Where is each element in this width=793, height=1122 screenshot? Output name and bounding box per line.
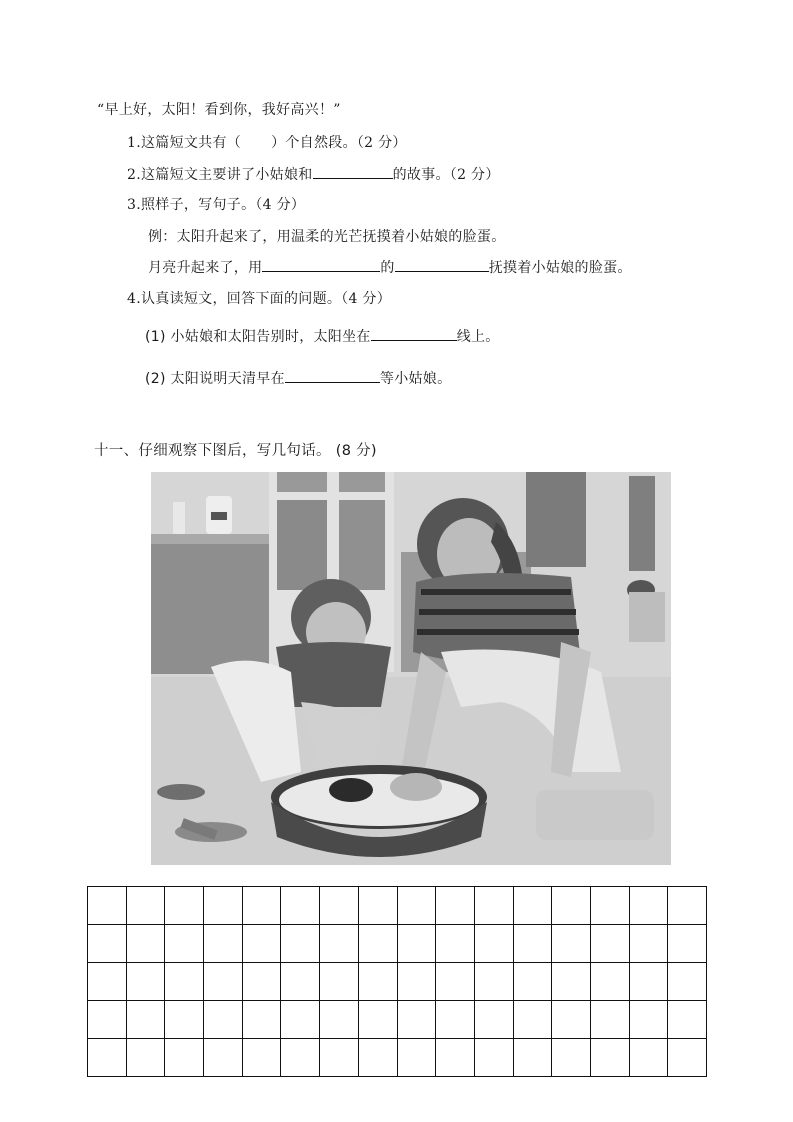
grid-cell[interactable] [474,1001,513,1039]
question-4-number: 4. [127,291,141,307]
grid-cell[interactable] [242,1039,281,1077]
grid-cell[interactable] [165,925,204,963]
grid-cell[interactable] [88,963,127,1001]
grid-cell[interactable] [474,963,513,1001]
grid-cell[interactable] [474,925,513,963]
grid-cell[interactable] [320,925,359,963]
grid-row [88,1001,707,1039]
grid-cell[interactable] [358,963,397,1001]
grid-cell[interactable] [513,963,552,1001]
grid-cell[interactable] [126,1001,165,1039]
grid-row [88,963,707,1001]
grid-cell[interactable] [165,1039,204,1077]
grid-cell[interactable] [204,1039,243,1077]
question-1 [127,133,407,153]
grid-cell[interactable] [242,963,281,1001]
grid-cell[interactable] [436,963,475,1001]
grid-cell[interactable] [358,925,397,963]
grid-cell[interactable] [165,963,204,1001]
grid-cell[interactable] [552,1039,591,1077]
grid-cell[interactable] [397,1001,436,1039]
grid-cell[interactable] [397,887,436,925]
section-11-score: (8 分) [335,443,377,459]
question-1-suffix: ）个自然段。（2 分） [271,135,407,151]
grid-cell[interactable] [281,1039,320,1077]
question-4-sub-2-suffix: 等小姑娘。 [379,371,452,387]
grid-cell[interactable] [126,887,165,925]
grid-row [88,887,707,925]
grid-cell[interactable] [281,963,320,1001]
grid-cell[interactable] [629,1001,668,1039]
question-4-sub-1-label: (1) [145,329,166,345]
question-2 [127,164,500,185]
grid-row [88,1039,707,1077]
grid-cell[interactable] [358,1001,397,1039]
grid-cell[interactable] [281,925,320,963]
grid-cell[interactable] [358,1039,397,1077]
question-4-sub-2-blank[interactable] [285,368,380,383]
grid-cell[interactable] [320,1001,359,1039]
grid-cell[interactable] [513,1001,552,1039]
question-4-sub-1-blank[interactable] [371,326,457,341]
grid-cell[interactable] [513,887,552,925]
grid-cell[interactable] [552,925,591,963]
grid-cell[interactable] [320,887,359,925]
grid-cell[interactable] [668,963,707,1001]
grid-cell[interactable] [436,887,475,925]
question-4-text: 认真读短文，回答下面的问题。（4 分） [140,291,392,307]
grid-cell[interactable] [204,963,243,1001]
question-2-suffix: 的故事。（2 分） [392,167,500,183]
question-3-blank-2[interactable] [395,257,489,272]
grid-cell[interactable] [552,1001,591,1039]
grid-cell[interactable] [242,925,281,963]
question-4-sub-2-label: (2) [145,371,166,387]
grid-cell[interactable] [513,1039,552,1077]
question-4-sub-2-prefix: 太阳说明天清早在 [170,371,285,387]
washing-clothes-photo [151,472,671,865]
grid-cell[interactable] [204,925,243,963]
question-1-number: 1. [127,135,141,151]
grid-cell[interactable] [204,1001,243,1039]
grid-cell[interactable] [629,1039,668,1077]
question-1-prefix: 这篇短文共有（ [140,135,242,151]
grid-cell[interactable] [513,925,552,963]
section-11-title: 十一、仔细观察下图后，写几句话。 [94,443,331,459]
grid-cell[interactable] [281,1001,320,1039]
grid-cell[interactable] [88,1001,127,1039]
question-3-fill-prefix: 月亮升起来了，用 [148,260,263,276]
question-4-sub-1-prefix: 小姑娘和太阳告别时，太阳坐在 [170,329,371,345]
grid-cell[interactable] [629,887,668,925]
grid-cell[interactable] [668,887,707,925]
grid-cell[interactable] [320,1039,359,1077]
grid-row [88,925,707,963]
grid-cell[interactable] [590,925,629,963]
grid-cell[interactable] [552,963,591,1001]
grid-cell[interactable] [320,963,359,1001]
grid-cell[interactable] [204,887,243,925]
grid-cell[interactable] [397,925,436,963]
grid-cell[interactable] [474,1039,513,1077]
grid-cell[interactable] [436,1001,475,1039]
grid-cell[interactable] [358,887,397,925]
grid-cell[interactable] [629,963,668,1001]
question-4-sub-2 [145,368,451,389]
grid-cell[interactable] [590,1001,629,1039]
grid-cell[interactable] [242,1001,281,1039]
question-2-number: 2. [127,167,141,183]
question-3 [127,195,305,215]
section-11-heading [94,441,377,461]
grid-cell[interactable] [590,963,629,1001]
question-3-fill-middle: 的 [380,260,395,276]
grid-cell[interactable] [629,925,668,963]
grid-cell[interactable] [242,887,281,925]
grid-cell[interactable] [397,1039,436,1077]
question-2-answer-blank[interactable] [313,164,393,179]
grid-cell[interactable] [165,1001,204,1039]
grid-cell[interactable] [590,887,629,925]
grid-cell[interactable] [436,925,475,963]
photo-illustration [151,472,671,865]
question-3-example: 例：太阳升起来了，用温柔的光芒抚摸着小姑娘的脸蛋。 [148,229,506,245]
grid-cell[interactable] [668,925,707,963]
grid-cell[interactable] [88,887,127,925]
grid-cell[interactable] [88,1039,127,1077]
passage-closing-quote: “早上好，太阳！看到你，我好高兴！” [97,102,341,118]
grid-cell[interactable] [552,887,591,925]
question-3-fill-suffix: 抚摸着小姑娘的脸蛋。 [488,260,632,276]
grid-cell[interactable] [397,963,436,1001]
grid-cell[interactable] [668,1001,707,1039]
writing-grid [87,886,707,1077]
question-4-sub-1 [145,326,500,347]
grid-cell[interactable] [165,887,204,925]
question-3-fill-sentence [148,257,632,278]
grid-cell[interactable] [126,963,165,1001]
question-4-sub-1-suffix: 线上。 [456,329,500,345]
grid-cell[interactable] [668,1039,707,1077]
grid-cell[interactable] [436,1039,475,1077]
question-2-prefix: 这篇短文主要讲了小姑娘和 [140,167,313,183]
question-3-text: 照样子，写句子。（4 分） [140,197,306,213]
grid-cell[interactable] [88,925,127,963]
grid-cell[interactable] [590,1039,629,1077]
grid-cell[interactable] [474,887,513,925]
grid-cell[interactable] [281,887,320,925]
grid-cell[interactable] [126,1039,165,1077]
question-3-number: 3. [127,197,141,213]
question-3-blank-1[interactable] [262,257,380,272]
question-4 [127,289,391,309]
grid-cell[interactable] [126,925,165,963]
